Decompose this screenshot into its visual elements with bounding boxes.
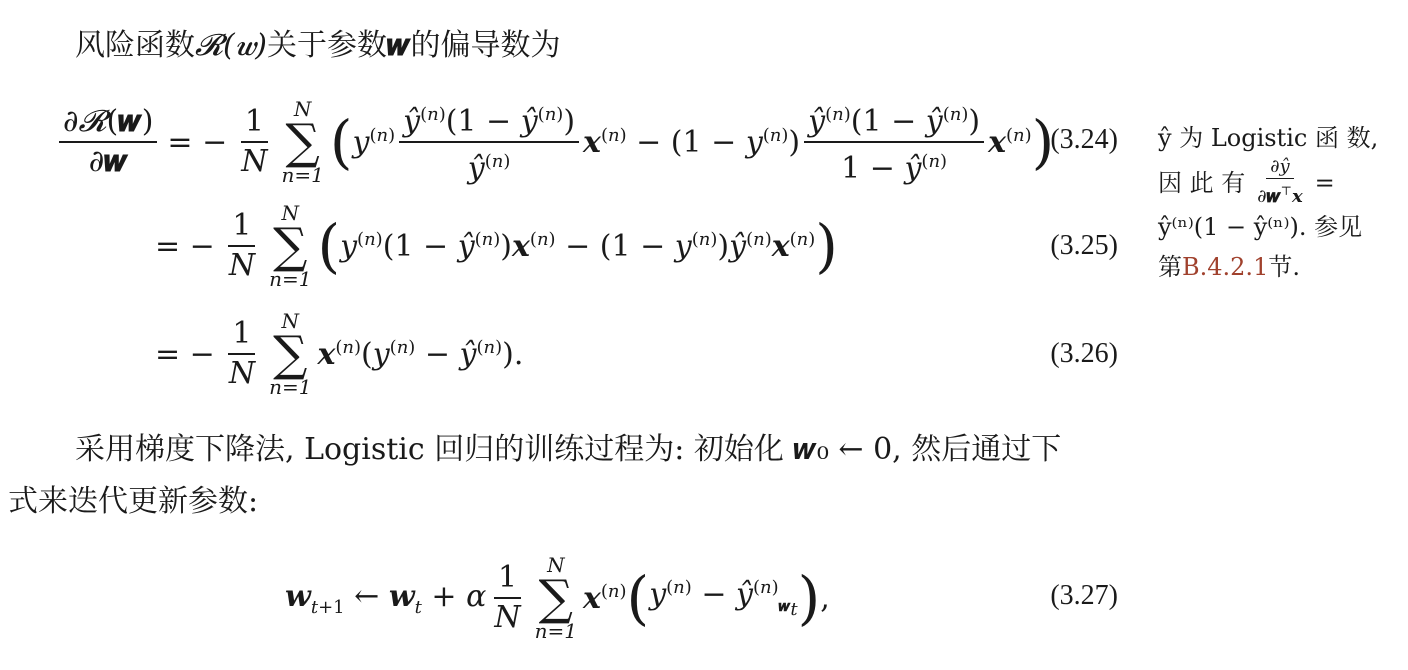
intro-line: [75, 24, 560, 68]
note-text-4a: 第: [1158, 253, 1182, 281]
equation-number-3-25: (3.25): [1050, 230, 1118, 261]
equation-number-3-27: (3.27): [1050, 580, 1118, 611]
body-line-1: 采用梯度下降法, Logistic 回归的训练过程为: 初始化 𝒘₀ ← 0, 然后通过下: [75, 432, 1062, 467]
intro-text-c: 的偏导数为: [410, 28, 561, 63]
equation-3-24: $\frac{\text{∂𝓡(𝒘)}}{\text{∂𝒘}}$ = − $\frac{1}{N}$ N ∑ n=1 ( $y^{(n)}$ $\frac{ŷ^{(n)}(1 - ŷ^{(n)})}{ŷ^{(n)}}$ $x^{(n)} - (1 - y^{(n)})$ $\frac{ŷ^{(n)}(1 - ŷ^{(n)})}{1 - ŷ^{(n)}}$ $x^{(n)}$ ): [55, 92, 1054, 192]
equation-3-26: = − $\frac{1}{N}$ N ∑ n=1 $x^{(n)}(y^{(n)}$ − $ŷ^{(n)}$).: [155, 309, 524, 399]
intro-text-b: 关于参数: [267, 28, 388, 63]
note-line-2: 因 此 有 $\frac{\partial ŷ}{\partial 𝒘^⊤x}$ =: [1158, 156, 1335, 207]
note-line-1: ŷ 为 Logistic 函 数,: [1158, 124, 1379, 152]
body-line-2: 式来迭代更新参数:: [8, 484, 259, 519]
equation-3-25: = − $\frac{1}{N}$ N ∑ n=1 ( $y^{(n)}(1$ − $ŷ^{(n)})x^{(n)} - (1$ − $y^{(n)})ŷ^{(n)}x^{(n)}$ ): [155, 201, 838, 291]
intro-expr-w: 𝒘: [387, 28, 411, 63]
equation-3-27: 𝒘$_{t+1}$ ← 𝒘$_t$ + α $\frac{1}{N}$ N ∑ n=1 $x^{(n)}$ ( $y^{(n)}$ − $ŷ^{(n)}_{𝒘_t}$ ) ,: [285, 553, 830, 643]
equation-number-3-26: (3.26): [1050, 338, 1118, 369]
equation-number-3-24: (3.24): [1050, 124, 1118, 155]
intro-expr-r: 𝓡(𝒘): [195, 28, 268, 63]
lhs-fraction: $\frac{\text{∂𝓡(𝒘)}}{\text{∂𝒘}}$: [59, 105, 157, 179]
note-text-4b: 节.: [1268, 253, 1300, 281]
note-line-3: ŷ⁽ⁿ⁾(1 − ŷ⁽ⁿ⁾). 参见: [1158, 213, 1363, 241]
section-reference-link[interactable]: B.4.2.1: [1182, 253, 1269, 281]
margin-note: [1158, 118, 1403, 287]
note-text-2: 因 此 有: [1158, 168, 1246, 197]
intro-text-a: 风险函数: [75, 28, 195, 63]
note-line-4: [1158, 247, 1403, 287]
